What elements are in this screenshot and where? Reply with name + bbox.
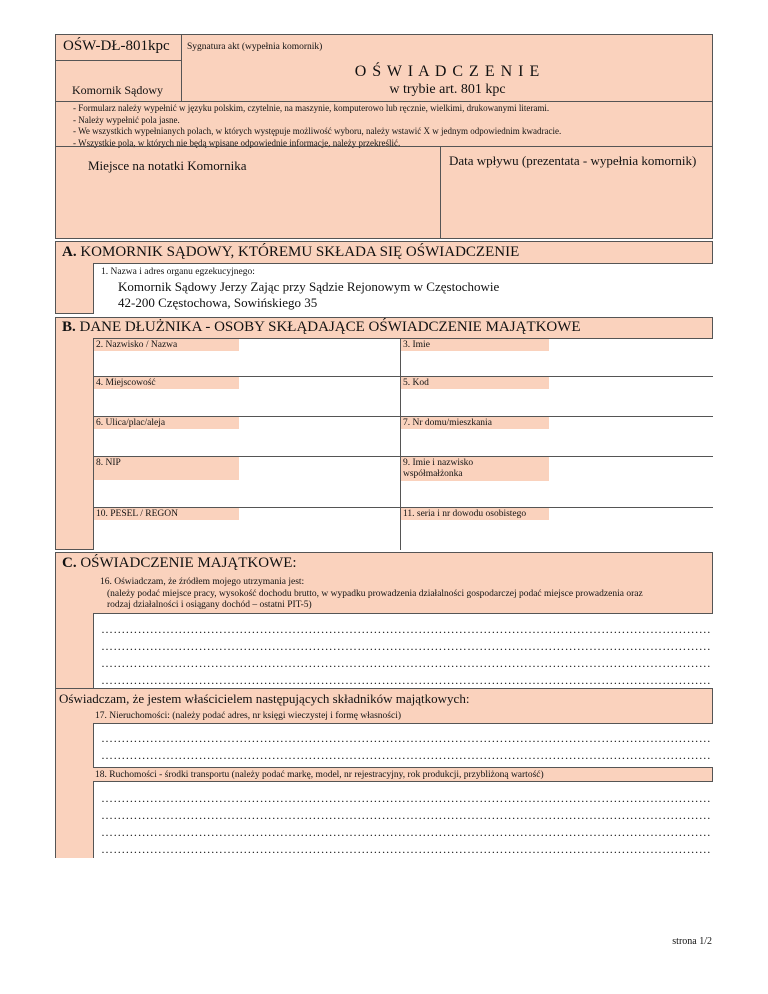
section-a-letter: A. — [62, 244, 77, 260]
form-title: O Ś W I A D C Z E N I E — [354, 63, 541, 80]
input-pesel[interactable] — [94, 520, 400, 550]
instructions — [55, 101, 713, 146]
instruction-1: - Formularz należy wypełnić w języku polskim, czytelnie, na maszynie, komputerowo lub ręcznie, wielkimi, drukowanymi literami. — [73, 103, 550, 113]
section-b-heading: DANE DŁUŻNIKA - OSOBY SKŁĄDAJĄCE OŚWIADCZENIE MAJĄTKOWE — [75, 319, 581, 335]
field-18-input[interactable] — [93, 781, 713, 858]
input-spouse[interactable] — [401, 481, 713, 507]
page-number: strona 1/2 — [672, 936, 712, 947]
label-spouse — [401, 457, 549, 481]
field-18-dotted-3: …………………………………………………………………………………………………………………………………… — [101, 825, 711, 839]
input-postal-code[interactable] — [401, 389, 713, 416]
label-street: 6. Ulica/plac/aleja — [94, 417, 239, 429]
section-c-heading: OŚWIADCZENIE MAJĄTKOWE: — [76, 555, 297, 571]
label-spouse-line2: współmałżonka — [403, 469, 463, 479]
notes-box[interactable] — [55, 146, 441, 239]
section-c-title — [62, 555, 297, 572]
field-16-line2: (należy podać miejsce pracy, wysokość dochodu brutto, w wypadku prowadzenia działalności gospodarczej podać miejsce prowadzenia oraz — [107, 588, 643, 599]
form-code: OŚW-DŁ-801kpc — [63, 38, 170, 54]
field-16-line3: rodzaj działalności i osiągany dochód – ostatni PIT-5) — [107, 600, 312, 610]
instruction-4: - Wszystkie pola, w których nie będą wpisane odpowiednie informacje, należy przekreślić. — [73, 137, 401, 148]
field-17-label: 17. Nieruchomości: (należy podać adres, nr księgi wieczystej i formę własności) — [95, 711, 402, 721]
section-b-letter: B. — [62, 319, 76, 335]
bailiff-label: Komornik Sądowy — [72, 83, 163, 97]
field-16-line1: 16. Oświadczam, że źródłem mojego utrzymania jest: — [100, 577, 305, 587]
organ-name: Komornik Sądowy Jerzy Zając przy Sądzie Rejonowym w Częstochowie — [118, 279, 500, 294]
bailiff-cell — [55, 61, 182, 101]
field-18-row — [93, 767, 713, 781]
input-first-name[interactable] — [401, 351, 713, 376]
ownership-row — [56, 688, 713, 708]
organ-address: 42-200 Częstochowa, Sowińskiego 35 — [118, 295, 318, 310]
section-b-title — [62, 319, 581, 336]
label-city: 4. Miejscowość — [94, 377, 239, 389]
section-a-heading: KOMORNIK SĄDOWY, KTÓREMU SKŁADA SIĘ OŚWIADCZENIE — [76, 244, 520, 260]
field-17-dotted-1: …………………………………………………………………………………………………………………………………… — [101, 731, 711, 745]
instruction-3: - We wszystkich wypełnianych polach, w których występuje możliwość wyboru, należy wstawić X w jednym odpowiednim kwadracie. — [73, 126, 562, 136]
field-16-dotted-3: …………………………………………………………………………………………………………………………………… — [101, 656, 711, 670]
field-16-label — [100, 577, 710, 612]
input-surname[interactable] — [94, 351, 400, 376]
field-16-dotted-4: …………………………………………………………………………………………………………………………………… — [101, 673, 711, 687]
instruction-2: - Należy wypełnić pola jasne. — [73, 114, 180, 125]
label-id-card: 11. seria i nr dowodu osobistego — [401, 508, 549, 520]
label-postal-code: 5. Kod — [401, 377, 549, 389]
field-18-dotted-1: …………………………………………………………………………………………………………………………………… — [101, 791, 711, 805]
field-16-dotted-1: …………………………………………………………………………………………………………………………………… — [101, 622, 711, 636]
form-subtitle: w trybie art. 801 kpc — [389, 82, 506, 97]
field-18-label: 18. Ruchomości - środki transportu (należy podać markę, model, nr rejestracyjny, rok produkcji, przybliżoną wartość) — [95, 770, 544, 780]
field-16-dotted-2: …………………………………………………………………………………………………………………………………… — [101, 639, 711, 653]
notes-label: Miejsce na notatki Komornika — [88, 158, 247, 173]
input-id-card[interactable] — [401, 520, 713, 550]
field-18-dotted-2: …………………………………………………………………………………………………………………………………… — [101, 808, 711, 822]
signature-label: Sygnatura akt (wypełnia komornik) — [187, 42, 323, 52]
input-street[interactable] — [94, 429, 400, 456]
label-first-name: 3. Imie — [401, 339, 549, 351]
organ-field-label: 1. Nazwa i adres organu egzekucyjnego: — [101, 267, 255, 277]
label-pesel: 10. PESEL / REGON — [94, 508, 239, 520]
ownership-statement: Oświadczam, że jestem właścicielem następujących składników majątkowych: — [59, 691, 470, 706]
label-nip: 8. NIP — [94, 457, 239, 480]
field-16-input[interactable] — [93, 613, 713, 688]
date-box[interactable] — [441, 146, 713, 239]
input-city[interactable] — [94, 389, 400, 416]
label-house-number: 7. Nr domu/mieszkania — [401, 417, 549, 429]
field-17-dotted-2: …………………………………………………………………………………………………………………………………… — [101, 748, 711, 762]
field-18-dotted-4: …………………………………………………………………………………………………………………………………… — [101, 842, 711, 856]
form-code-cell — [55, 34, 182, 61]
input-nip[interactable] — [94, 480, 400, 507]
section-a-title — [62, 244, 519, 261]
date-label: Data wpływu (prezentata - wypełnia komornik) — [449, 153, 697, 168]
field-17-input[interactable] — [93, 723, 713, 767]
organ-field[interactable] — [93, 263, 713, 314]
label-surname: 2. Nazwisko / Nazwa — [94, 339, 239, 351]
section-c-letter: C. — [62, 555, 77, 571]
label-spouse-line1: 9. Imie i nazwisko — [403, 458, 474, 468]
input-house-number[interactable] — [401, 429, 713, 456]
